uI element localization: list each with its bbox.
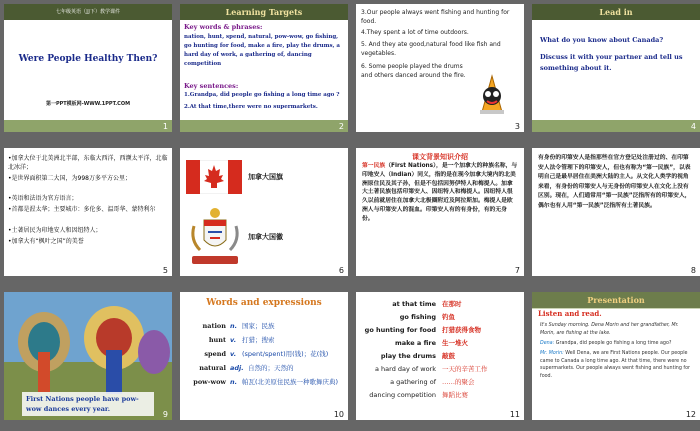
background-body-text: （First Nations），是一个加拿大的种族名称，与印地安人（Indian）同义，指的是在现今加拿大境内的北美洲原住民及其子孙，但是不包括因努伊特人和梅提人。加拿大土著民族包括印第安人、因纽特人和梅提人。因纽特人很久以前就居住在加拿大北极圈附近及阿拉斯加。梅提人是欧洲人与印第安人的混血。印第安人有的有身份，有的无身份。 <box>362 163 518 222</box>
slide-7[interactable] <box>356 148 524 276</box>
word-pos: n. <box>230 378 238 386</box>
phrase-cn: 一天的辛苦工作 <box>442 365 488 373</box>
slide-number: 8 <box>690 266 696 275</box>
dialogue-line-1 <box>540 340 694 348</box>
word-cn: 国家；民族 <box>242 322 275 330</box>
phrase-en: make a fire <box>394 339 436 347</box>
phrase-cn: ……的聚会 <box>442 378 475 386</box>
phrase-en: a gathering of <box>390 378 436 386</box>
slide-9[interactable] <box>4 292 172 420</box>
slide-header: Words and expressions <box>206 298 322 308</box>
slide-5[interactable] <box>4 148 172 276</box>
phrase-cn: 打猎获得食物 <box>442 326 481 334</box>
word-pos: v. <box>230 350 237 358</box>
slide-header: Lead in <box>599 7 633 17</box>
pencil-character-icon <box>474 72 510 116</box>
emblem-label: 加拿大国徽 <box>248 233 283 241</box>
slide-number: 4 <box>690 122 696 131</box>
phrase-en: go fishing <box>399 313 436 321</box>
key-sentence-2: 2.At that time,there were no supermarkets. <box>184 104 318 110</box>
phrase-cn: 在那时 <box>442 300 462 308</box>
word-en: hunt <box>208 336 226 344</box>
phrase-cn: 敲鼓 <box>442 352 455 360</box>
phrase-cn: 钓鱼 <box>442 313 455 321</box>
background-body <box>362 162 518 224</box>
slide-footer-band <box>532 120 700 132</box>
dialogue-text-1: Grandpa, did people go fishing a long time ago? <box>555 341 672 346</box>
word-cn: 打猎；搜索 <box>242 336 275 344</box>
word-cn: (spent/spent)用(钱)；花(钱) <box>242 350 329 358</box>
slide-12[interactable] <box>532 292 700 420</box>
slide-8[interactable] <box>532 148 700 276</box>
slide-title: Were People Healthy Then? <box>18 54 158 64</box>
speaker-mr-morin: Mr. Morin: <box>540 351 564 356</box>
slide-number: 7 <box>514 266 520 275</box>
phrase-en: go hunting for food <box>364 326 436 334</box>
phrase-en: play the drums <box>380 352 436 360</box>
phrase-cn: 舞蹈比赛 <box>442 391 468 399</box>
slide-header: 七年级英语（JJ下）教学课件 <box>55 9 120 15</box>
word-en: pow-wow <box>193 378 226 386</box>
slide-number: 6 <box>338 266 344 275</box>
slide-header: Presentation <box>587 295 645 305</box>
word-en: nation <box>202 322 226 330</box>
canada-fact-1: •加拿大位于北美洲北半部，东临大西洋，西濒太平洋，北临北冰洋； <box>8 155 168 171</box>
key-sentence-1: 1.Grandpa, did people go fishing a long time ago ? <box>184 92 340 98</box>
phrase-en: a hard day of work <box>375 365 436 373</box>
slide-number: 12 <box>685 410 696 419</box>
background-title: 课文背景知识介绍 <box>412 153 468 161</box>
slide-footer-band <box>180 120 348 132</box>
phrase-en: dancing competition <box>369 391 436 399</box>
dialogue-line-2 <box>540 350 694 380</box>
word-pos: v. <box>230 336 237 344</box>
sentence-6: 6. Some people played the drums and others danced around the fire. <box>361 63 466 79</box>
slide-number: 9 <box>162 410 168 419</box>
canada-fact-3: •英语和法语为官方语言； <box>8 195 78 202</box>
photo-caption: First Nations people have pow-wow dances every year. <box>26 395 139 413</box>
sentence-5: 5. And they ate good,natural food like fish and vegetables. <box>361 41 501 57</box>
speaker-dena: Dena: <box>540 341 555 346</box>
flag-label: 加拿大国旗 <box>248 173 283 181</box>
slide-footer-band <box>4 120 172 132</box>
phrase-en: at that time <box>392 300 436 308</box>
key-words-body: nation, hunt, spend, natural, pow-wow, go fishing, go hunting for food, make a fire, play the drums, a hard day of work, a gathering of, dancing competition <box>184 34 340 67</box>
word-pos: n. <box>230 322 238 330</box>
slide-header: Learning Targets <box>225 7 303 17</box>
slide-2[interactable] <box>180 4 348 132</box>
canada-fact-4: •首都是渥太华；主要城市：多伦多、温哥华、蒙特利尔 <box>8 206 156 213</box>
slide-number: 1 <box>162 122 168 131</box>
slide-subtitle: 第一PPT模板网-WWW.1PPT.COM <box>45 101 131 107</box>
slide-1[interactable] <box>4 4 172 132</box>
slide-number: 11 <box>509 410 520 419</box>
slide-number: 3 <box>514 122 520 131</box>
key-words-title: Key words & phrases: <box>184 23 263 31</box>
sentence-4: 4.They spent a lot of time outdoors. <box>361 29 469 36</box>
status-indian-body: 有身份的印第安人是指那些在官方登记处注册过的、在印第安人法令管理下的印第安人，但也有称为“第一民族”，以表明自己是最早居住在美洲大陆的主人。从文化人类学的视角来看，有身份的印第安人与无身份的印第安人在文化上没有区别。现在，人们通常用“第一民族”泛指所有的印第安人，偶尔也有人用“第一民族”泛指所有土著民族。 <box>538 155 691 209</box>
phrase-cn: 生一堆火 <box>442 339 468 347</box>
canada-coat-of-arms-icon <box>188 204 242 268</box>
slide-6[interactable] <box>180 148 348 276</box>
canada-flag-icon <box>186 160 242 194</box>
slide-number: 10 <box>333 410 344 419</box>
slide-3[interactable] <box>356 4 524 132</box>
dialogue-text-2: Well Dena, we are First Nations people. Our people came to Canada a long time ago. At that time, there were no supermarkets. Our people always went fishing and hunting for food. <box>540 351 691 379</box>
listen-read-label: Listen and read. <box>538 309 602 318</box>
slide-number: 5 <box>162 266 168 275</box>
sentence-3: 3.Our people always went fishing and hunting for food. <box>361 9 510 25</box>
word-cn: 自然的；天然的 <box>248 364 294 372</box>
slide-11[interactable] <box>356 292 524 420</box>
slide-10[interactable] <box>180 292 348 420</box>
lead-question-2: Discuss it with your partner and tell us something about it. <box>540 53 683 72</box>
canada-fact-2: •是世界面积第二大国，为998万多平方公里； <box>8 175 131 182</box>
key-sentences-title: Key sentences: <box>184 82 239 90</box>
word-en: spend <box>204 350 226 358</box>
canada-fact-5: •土著居民为印地安人和因纽特人； <box>8 227 102 234</box>
lead-question-1: What do you know about Canada? <box>540 36 664 44</box>
slide-4[interactable] <box>532 4 700 132</box>
canada-fact-6: •加拿大有“枫叶之国”的美誉 <box>8 238 84 245</box>
word-cn: 帕瓦(北美原住民族一种歌舞庆典) <box>242 378 339 386</box>
passage-intro: It's Sunday morning. Dena Morin and her grandfather, Mr. Morin, are fishing at the lake. <box>540 323 679 336</box>
first-nations-term: 第一民族 <box>362 163 386 169</box>
word-en: natural <box>199 364 226 372</box>
slide-number: 2 <box>338 122 344 131</box>
word-pos: adj. <box>230 364 244 372</box>
